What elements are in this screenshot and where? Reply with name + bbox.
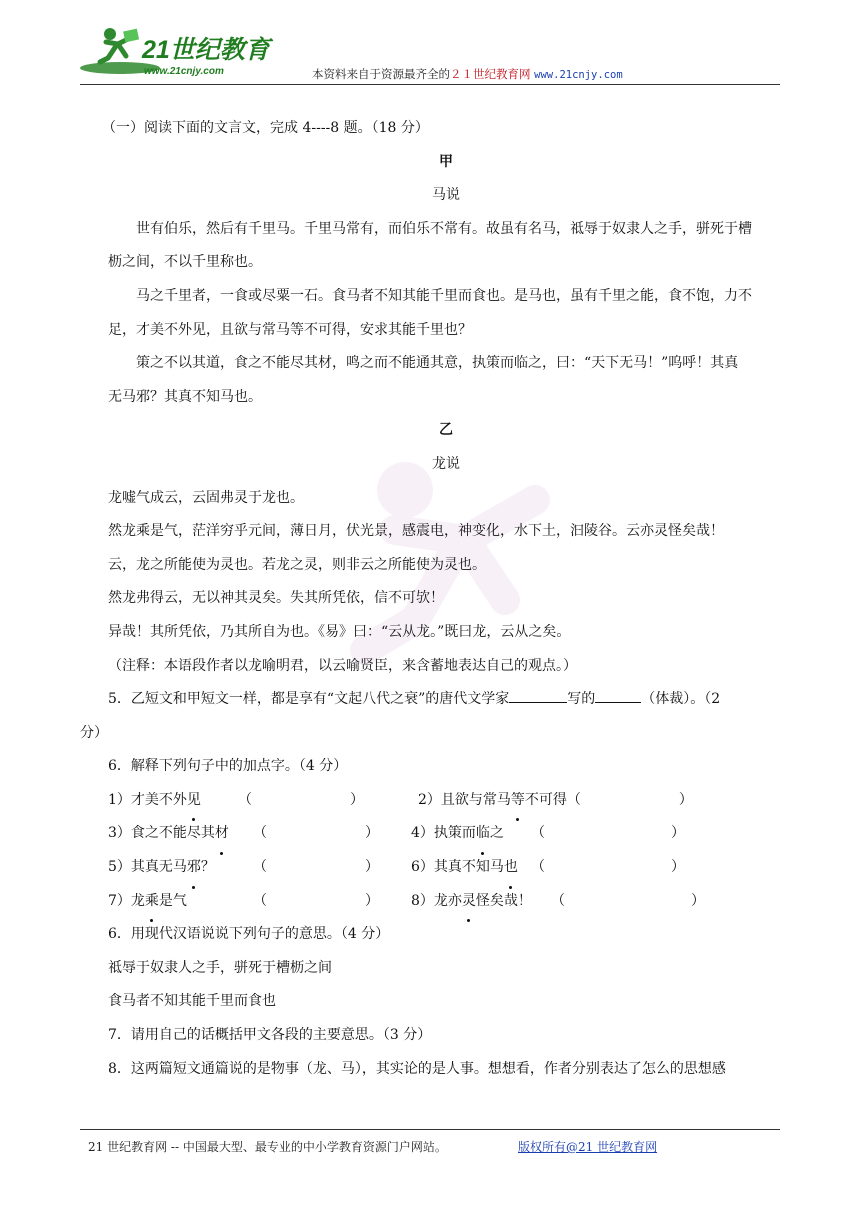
question-8: 8．这两篇短文通篇说的是物事（龙、马），其实论的是人事。想想看，作者分别表达了怎么的思想感 (108, 1060, 726, 1077)
footer-copyright-link[interactable]: 版权所有@21 世纪教育网 (518, 1140, 658, 1154)
passage-b-line: 龙嘘气成云，云固弗灵于龙也。 (108, 489, 304, 506)
question-6-row (108, 784, 784, 818)
question-6-row (108, 817, 784, 851)
question-7: 7．请用自己的话概括甲文各段的主要意思。（3 分） (108, 1027, 432, 1044)
answer-paren[interactable]: （ ） (253, 825, 379, 842)
question-6-item: 5）其真无马邪？ (108, 851, 253, 885)
question-5: 5．乙短文和甲短文一样，都是享有“文起八代之衰”的唐代文学家 写的 （体裁）。（2 (108, 683, 784, 717)
question-6-item: 7）龙乘是气 (108, 885, 253, 919)
answer-blank-author[interactable] (509, 688, 567, 703)
content (80, 112, 784, 1086)
header-site-name: ２１世纪教育网 (450, 67, 531, 81)
passage-b-title: 龙说 (432, 455, 460, 472)
question-6-item: 2）且欲与常马等不可得 (418, 784, 567, 818)
answer-paren[interactable]: （ ） (253, 892, 379, 909)
answer-paren[interactable]: （ ） (566, 791, 693, 808)
answer-paren[interactable]: （ ） (238, 791, 364, 808)
question-6-item: 8）龙亦灵怪矣哉！ (411, 885, 551, 919)
passage-b-line: 异哉！其所凭依，乃其所自为也。《易》曰：“云从龙。”既曰龙，云从之矣。 (108, 623, 571, 640)
question-6b-sentence: 祗辱于奴隶人之手，骈死于槽枥之间 (108, 959, 332, 976)
logo (80, 22, 280, 82)
passage-b-label: 乙 (439, 422, 453, 439)
passage-a-title: 马说 (432, 187, 460, 204)
intro-instruction: （一）阅读下面的文言文，完成 4----8 题。（18 分） (102, 120, 429, 136)
logo-text: 21世纪教育 (142, 36, 270, 64)
question-6-row (108, 851, 784, 885)
header-divider (80, 84, 780, 85)
passage-a-label: 甲 (439, 153, 453, 170)
question-6-item: 3）食之不能尽其材 (108, 817, 253, 851)
logo-url: www.21cnjy.com (144, 66, 224, 77)
question-6-item: 1）才美不外见 (108, 784, 238, 818)
header-url-link[interactable]: www.21cnjy.com (534, 69, 623, 81)
footer-text: 21 世纪教育网 -- 中国最大型、最专业的中小学教育资源门户网站。 (88, 1140, 447, 1154)
answer-blank-genre[interactable] (595, 688, 641, 703)
question-6b-title: 6．用现代汉语说说下列句子的意思。（4 分） (108, 926, 390, 943)
question-6-row (108, 885, 784, 919)
question-6b-sentence: 食马者不知其能千里而食也 (108, 993, 276, 1010)
passage-a-line: 马之千里者，一食或尽粟一石。食马者不知其能千里而食也。是马也，虽有千里之能，食不饱，力不 (136, 287, 752, 304)
answer-paren[interactable]: （ ） (531, 859, 685, 876)
question-5-continued: 分） (80, 724, 108, 741)
passage-a-line: 无马邪？其真不知马也。 (108, 388, 262, 405)
question-6-item: 6）其真不知马也 (411, 851, 531, 885)
footer (88, 1138, 658, 1155)
logo-book (123, 29, 139, 43)
passage-b-line: 云，龙之所能使为灵也。若龙之灵，则非云之所能使为灵也。 (108, 556, 486, 573)
passage-b-note: （注释：本语段作者以龙喻明君，以云喻贤臣，来含蓄地表达自己的观点。） (108, 657, 577, 674)
footer-divider (80, 1129, 780, 1130)
passage-a-line: 世有伯乐，然后有千里马。千里马常有，而伯乐不常有。故虽有名马，祗辱于奴隶人之手，骈死于槽 (136, 220, 752, 237)
question-6-item: 4）执策而临之 (411, 817, 531, 851)
header-note (312, 66, 623, 82)
passage-b-line: 然龙乘是气，茫洋穷乎元间，薄日月，伏光景，感震电，神变化，水下土，汩陵谷。云亦灵怪矣哉！ (108, 523, 724, 540)
passage-a-line: 策之不以其道，食之不能尽其材，鸣之而不能通其意，执策而临之，曰：“天下无马！”呜呼！其真 (136, 355, 739, 372)
answer-paren[interactable]: （ ） (551, 892, 705, 909)
passage-a-line: 枥之间，不以千里称也。 (108, 254, 262, 271)
answer-paren[interactable]: （ ） (253, 859, 379, 876)
logo-runner-head (104, 28, 116, 40)
header-note-prefix: 本资料来自于资源最齐全的 (312, 67, 450, 81)
passage-b-line: 然龙弗得云，无以神其灵矣。失其所凭依，信不可欤！ (108, 590, 444, 607)
passage-a-line: 足，才美不外见，且欲与常马等不可得，安求其能千里也？ (108, 321, 472, 338)
answer-paren[interactable]: （ ） (531, 825, 685, 842)
question-6-title: 6．解释下列句子中的加点字。（4 分） (108, 758, 348, 775)
